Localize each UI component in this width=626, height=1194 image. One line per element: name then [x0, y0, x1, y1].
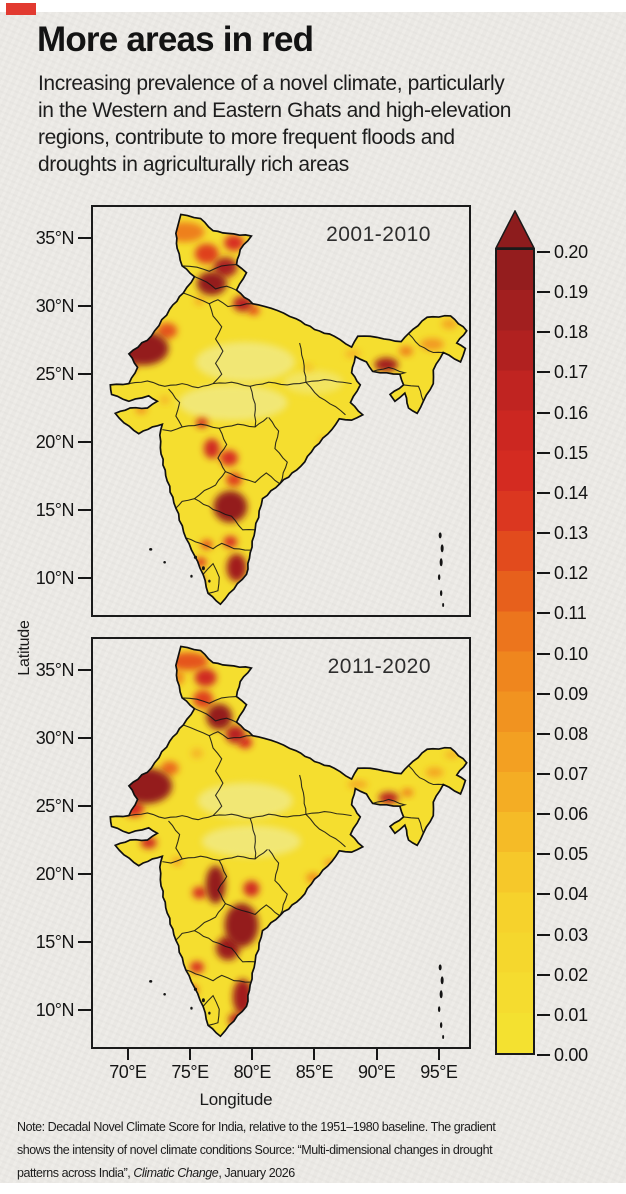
colorbar-tick-label: 0.13 [554, 523, 588, 544]
footnote-line: Note: Decadal Novel Climate Score for India, relative to the 1951–1980 baseline. The gradient [17, 1120, 496, 1134]
colorbar-tick-label: 0.04 [554, 884, 588, 905]
colorbar-tick-label: 0.07 [554, 763, 588, 784]
panel-period-label: 2001-2010 [326, 223, 431, 246]
lat-tick-label: 10°N [35, 1000, 74, 1021]
lon-tick-label: 70°E [109, 1062, 147, 1082]
colorbar-tick-label: 0.20 [554, 242, 588, 262]
colorbar-tick [537, 773, 550, 775]
colorbar-tick [537, 412, 550, 414]
footnote-line: patterns across India”, Climatic Change, January 2026 [17, 1166, 295, 1180]
lon-tick-label: 85°E [295, 1062, 334, 1082]
x-axis-title: Longitude [199, 1090, 273, 1109]
lat-tick-label: 30°N [35, 296, 74, 317]
colorbar-tick-label: 0.14 [554, 482, 588, 503]
lat-tick [78, 577, 91, 579]
lon-tick-label: 75°E [171, 1062, 209, 1082]
lon-tick [251, 1049, 253, 1060]
colorbar-tick-label: 0.02 [554, 964, 588, 985]
top-margin [0, 0, 626, 12]
colorbar-tick [537, 733, 550, 735]
india-map [93, 639, 469, 1047]
page-title: More areas in red [37, 20, 314, 59]
lon-tick [313, 1049, 315, 1060]
colorbar-tick [537, 572, 550, 574]
lon-tick [189, 1049, 191, 1060]
y-axis-title: Latitude [16, 620, 33, 676]
colorbar-tick-label: 0.08 [554, 723, 588, 744]
colorbar-tick [537, 331, 550, 333]
page-subtitle: Increasing prevalence of a novel climate, particularly in the Western and Eastern Ghats and high-elevation regions, contribute to more frequent floods and droughts in agriculturally rich areas [38, 72, 512, 176]
lat-tick-label: 20°N [35, 432, 74, 453]
colorbar-tick-label: 0.06 [554, 804, 588, 825]
colorbar-tick-label: 0.00 [554, 1045, 588, 1065]
colorbar-tick-label: 0.18 [554, 322, 588, 343]
lat-tick-label: 15°N [35, 932, 74, 953]
lon-tick-label: 95°E [420, 1062, 458, 1082]
colorbar-tick-label: 0.01 [554, 1004, 588, 1025]
lat-tick [78, 305, 91, 307]
colorbar-tick [537, 371, 550, 373]
colorbar-arrow [495, 210, 535, 248]
colorbar-tick-label: 0.16 [554, 402, 588, 423]
lat-tick [78, 237, 91, 239]
footnote-line: shows the intensity of novel climate conditions Source: “Multi-dimensional changes in drought [17, 1143, 493, 1157]
colorbar [495, 248, 535, 1055]
colorbar-tick [537, 693, 550, 695]
colorbar-tick-label: 0.15 [554, 442, 588, 463]
colorbar-tick-label: 0.12 [554, 563, 588, 584]
lat-tick [78, 441, 91, 443]
colorbar-tick-label: 0.17 [554, 362, 588, 383]
journal-name: Climatic Change [133, 1166, 219, 1180]
colorbar-tick [537, 532, 550, 534]
colorbar-tick [537, 853, 550, 855]
lat-tick-label: 20°N [35, 864, 74, 885]
lat-tick-label: 15°N [35, 500, 74, 521]
lat-tick-label: 35°N [35, 228, 74, 249]
lat-tick [78, 941, 91, 943]
footnote [17, 1116, 613, 1185]
colorbar-tick [537, 653, 550, 655]
colorbar-tick-label: 0.09 [554, 683, 588, 704]
colorbar-tick-label: 0.05 [554, 844, 588, 865]
lat-tick [78, 669, 91, 671]
colorbar-tick-label: 0.10 [554, 643, 588, 664]
colorbar-tick [537, 1054, 550, 1056]
lat-tick-label: 25°N [35, 796, 74, 817]
lat-tick-label: 25°N [35, 364, 74, 385]
map-panel-2001-2010 [91, 205, 471, 617]
colorbar-tick [537, 251, 550, 253]
colorbar-tick [537, 934, 550, 936]
colorbar-tick [537, 974, 550, 976]
colorbar-tick [537, 612, 550, 614]
colorbar-tick-label: 0.19 [554, 282, 588, 303]
lat-tick-label: 10°N [35, 568, 74, 589]
lat-tick [78, 1009, 91, 1011]
colorbar-tick-label: 0.11 [554, 603, 587, 624]
colorbar-tick [537, 492, 550, 494]
colorbar-tick [537, 452, 550, 454]
lat-tick [78, 373, 91, 375]
colorbar-tick [537, 893, 550, 895]
colorbar-tick [537, 1014, 550, 1016]
colorbar-tick [537, 813, 550, 815]
panel-period-label: 2011-2020 [327, 655, 431, 678]
lon-tick [127, 1049, 129, 1060]
lat-tick [78, 737, 91, 739]
lon-tick-label: 90°E [358, 1062, 396, 1082]
lat-tick-label: 35°N [35, 660, 74, 681]
lat-tick-label: 30°N [35, 728, 74, 749]
lat-tick [78, 509, 91, 511]
lon-tick [376, 1049, 378, 1060]
lat-tick [78, 873, 91, 875]
lon-tick-label: 80°E [233, 1062, 271, 1082]
map-panel-2011-2020 [91, 637, 471, 1049]
lat-tick [78, 805, 91, 807]
colorbar-tick [537, 291, 550, 293]
india-map [93, 207, 469, 615]
brand-mark [6, 3, 36, 15]
colorbar-tick-label: 0.03 [554, 924, 588, 945]
lon-tick [438, 1049, 440, 1060]
